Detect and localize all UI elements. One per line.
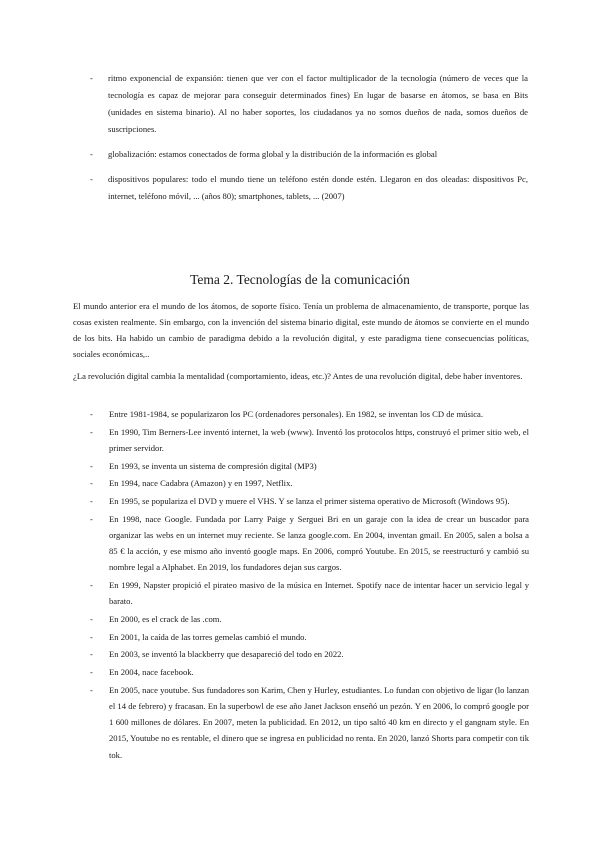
list-item: - En 1999, Napster propició el pirateo masivo de la música en Internet. Spotify nace de intentar hacer un servicio legal y barato. bbox=[90, 577, 529, 609]
list-item: - En 1998, nace Google. Fundada por Larry Paige y Serguei Bri en un garaje con la idea de crear un buscador para organizar las webs en un internet muy reciente. Se lanza google.com. En 2004, inventan gmail. En 2005, salen a bolsa a 85 € la acción, y ese mismo año inventó google maps. En 2006, compró Youtube. En 2015, se reestructuró y cambió su nombre legal a Alphabet. En 2019, los fundadores dejan sus cargos. bbox=[90, 511, 529, 576]
list-item: - globalización: estamos conectados de forma global y la distribución de la información es global bbox=[90, 146, 528, 163]
list-item: - En 1990, Tim Berners-Lee inventó internet, la web (www). Inventó los protocolos https, construyó el primer sitio web, el primer servidor. bbox=[90, 424, 529, 456]
list-item: - ritmo exponencial de expansión: tienen que ver con el factor multiplicador de la tecnología (número de veces que la tecnología es capaz de mejorar para conseguir determinados fines) En lugar de basarse en átomos, se basa en Bits (unidades en sistema binario). Al no haber soportes, los ciudadanos ya no somos dueños de nada, somos dueños de suscripciones. bbox=[90, 70, 528, 138]
question-paragraph: ¿La revolución digital cambia la mentalidad (comportamiento, ideas, etc.)? Antes de una revolución digital, debe haber inventores. bbox=[73, 371, 523, 381]
intro-paragraph: El mundo anterior era el mundo de los átomos, de soporte físico. Tenía un problema de almacenamiento, de transporte, porque las cosas existen realmente. Sin embargo, con la invención del sistema binario digital, este mundo de átomos se convierte en el mundo de los bits. Ha habido un cambio de paradigma debido a la revolución digital, y este paradigma tiene consecuencias políticas, sociales económicas,.. bbox=[73, 301, 529, 359]
list-item: - En 1993, se inventa un sistema de compresión digital (MP3) bbox=[90, 458, 529, 474]
list-item: - En 2004, nace facebook. bbox=[90, 664, 529, 680]
list-item: - En 2003, se inventó la blackberry que desapareció del todo en 2022. bbox=[90, 646, 529, 662]
list-item: - En 1995, se populariza el DVD y muere el VHS. Y se lanza el primer sistema operativo de Microsoft (Windows 95). bbox=[90, 493, 529, 509]
timeline-list bbox=[90, 406, 529, 764]
list-item: - dispositivos populares: todo el mundo tiene un teléfono estén donde estén. Llegaron en dos oleadas: dispositivos Pc, internet, teléfono móvil, ... (años 80); smartphones, tablets, ... (2007) bbox=[90, 171, 528, 205]
list-item: - En 2000, es el crack de las .com. bbox=[90, 611, 529, 627]
section-title: Tema 2. Tecnologías de la comunicación bbox=[190, 272, 410, 287]
list-item: - Entre 1981-1984, se popularizaron los PC (ordenadores personales). En 1982, se inventan los CD de música. bbox=[90, 406, 529, 422]
list-item: - En 2005, nace youtube. Sus fundadores son Karim, Chen y Hurley, estudiantes. Lo fundan con objetivo de ligar (lo lanzan el 14 de febrero) y fracasan. En la superbowl de ese año Janet Jackson enseñó un pezón. Y en 2006, lo compró google por 1 600 millones de dólares. En 2007, meten la publicidad. En 2012, un tipo saltó 40 km en directo y el gangnam style. En 2015, Youtube no es rentable, el dinero que se ingresa en publicidad no renta. En 2020, lanzó Shorts para competir con tik tok. bbox=[90, 682, 529, 763]
list-item: - En 1994, nace Cadabra (Amazon) y en 1997, Netflix. bbox=[90, 475, 529, 491]
top-bullet-list bbox=[90, 70, 528, 213]
list-item: - En 2001, la caída de las torres gemelas cambió el mundo. bbox=[90, 629, 529, 645]
